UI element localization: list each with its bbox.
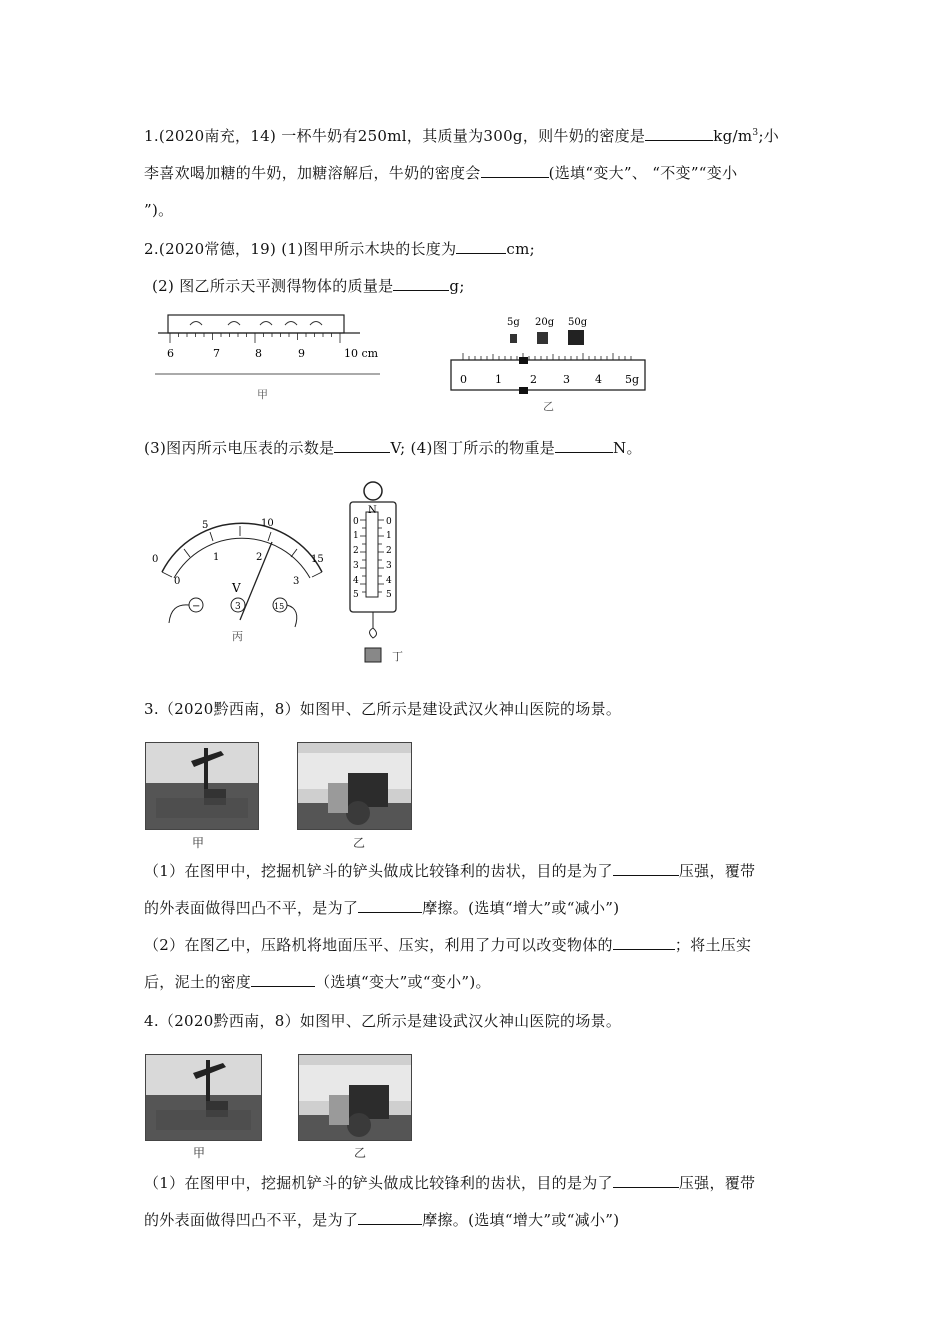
q3-p1-text: （1）在图甲中，挖掘机铲斗的铲头做成比较锋利的齿状，目的是为了: [144, 862, 613, 880]
q3-p1-line2: [144, 897, 619, 918]
scale-5g: 5g: [625, 373, 640, 386]
rider-top: [519, 357, 528, 364]
inner-3: 3: [293, 576, 300, 587]
weight-50g-label: 50g: [568, 317, 588, 328]
ss-right-0: 0: [386, 517, 392, 527]
balance-caption: 乙: [543, 400, 554, 412]
q4-excavator-photo: [145, 1054, 262, 1141]
balance-beam: [451, 360, 645, 390]
outer-10: 10: [261, 518, 274, 529]
ruler-figure: [150, 312, 395, 402]
q2-line3: [144, 437, 642, 458]
q4-title-text: 4.（2020黔西南，8）如图甲、乙所示是建设武汉火神山医院的场景。: [144, 1012, 622, 1030]
q3-p1d-text: 摩擦。(选填“增大”或“减小”): [422, 899, 620, 917]
wood-block: [168, 315, 344, 333]
weight-20g-label: 20g: [535, 317, 555, 328]
q3-blank-friction[interactable]: [358, 898, 422, 913]
q1-text2: 李喜欢喝加糖的牛奶，加糖溶解后，牛奶的密度会: [144, 164, 481, 182]
q4-roller-photo: [298, 1054, 412, 1141]
q4-caption-a: 甲: [193, 1146, 206, 1160]
q3-p2-text: （2）在图乙中，压路机将地面压平、压实，利用了力可以改变物体的: [144, 936, 613, 954]
ruler-tick-6: 6: [167, 347, 174, 360]
q3-p2-line1: [144, 934, 751, 955]
scale-3: 3: [563, 373, 570, 386]
ruler-ticks: [170, 333, 340, 343]
q3-caption-a: 甲: [192, 836, 205, 850]
ss-right-5: 5: [386, 590, 392, 600]
q2-unit4: N。: [613, 439, 642, 457]
q2-line2: [152, 275, 465, 296]
q4-p1-text: （1）在图甲中，挖掘机铲斗的铲头做成比较锋利的齿状，目的是为了: [144, 1174, 613, 1192]
spring-caption: 丁: [392, 650, 403, 663]
q3-title-text: 3.（2020黔西南，8）如图甲、乙所示是建设武汉火神山医院的场景。: [144, 700, 622, 718]
spring-scale-figure: [340, 480, 430, 670]
voltmeter-figure: [140, 510, 340, 650]
q2-text4: V; (4)图丁所示的物重是: [390, 439, 556, 457]
ss-left-0: 0: [353, 517, 359, 527]
ss-left-1: 1: [353, 531, 359, 541]
q2-unit2: g;: [449, 277, 465, 295]
q1-unit: kg/m: [713, 127, 753, 145]
q1-options: (选填“变大”、 “不变”“变小: [548, 164, 738, 182]
q3-caption-b: 乙: [353, 836, 366, 850]
q4-p1d-text: 摩擦。(选填“增大”或“减小”): [422, 1211, 620, 1229]
ruler-caption: 甲: [257, 388, 268, 401]
q4-p1-line2: [144, 1209, 619, 1230]
q4-caption-b: 乙: [354, 1146, 367, 1160]
voltmeter-caption: 丙: [232, 630, 243, 643]
q3-p2-tail: ；将土压实: [674, 936, 752, 954]
rider-bottom: [519, 387, 528, 394]
q1-unit-sup: 3: [752, 128, 759, 138]
q2-text2: (2) 图乙所示天平测得物体的质量是: [152, 277, 394, 295]
weight-5g-label: 5g: [507, 317, 520, 328]
outer-5: 5: [202, 520, 209, 531]
scale-0: 0: [460, 373, 467, 386]
weight-20g-icon: [537, 332, 548, 344]
q3-blank-pressure[interactable]: [613, 861, 679, 876]
scale-4: 4: [595, 373, 602, 386]
outer-15: 15: [311, 554, 324, 565]
q1-line1: [144, 125, 779, 146]
q2-unit1: cm;: [506, 240, 535, 258]
terminal-3: 3: [235, 602, 241, 612]
ss-right-2: 2: [386, 546, 392, 556]
scale-unit-n: N: [368, 505, 377, 516]
q3-blank-density[interactable]: [251, 972, 315, 987]
ruler-tick-7: 7: [213, 347, 220, 360]
ss-right-4: 4: [386, 576, 392, 586]
q1-blank-density[interactable]: [645, 126, 707, 141]
q4-p1-line1: [144, 1172, 755, 1193]
q3-title: [144, 698, 621, 719]
q4-blank-friction[interactable]: [358, 1210, 422, 1225]
ss-left-4: 4: [353, 576, 359, 586]
terminal-15: 15: [274, 602, 285, 611]
ss-left-5: 5: [353, 590, 359, 600]
q3-p2c-text: 后，泥土的密度: [144, 973, 252, 991]
q1-line3: [144, 199, 173, 220]
ss-left-3: 3: [353, 561, 359, 571]
q2-blank-length[interactable]: [456, 239, 506, 254]
hanging-weight: [365, 648, 381, 662]
q2-blank-weight[interactable]: [555, 438, 613, 453]
q3-p1-line1: [144, 860, 755, 881]
ruler-tick-9: 9: [298, 347, 305, 360]
q1-tail: ;小: [758, 127, 780, 145]
inner-0: 0: [174, 576, 181, 587]
q3-p2-line2: [144, 971, 491, 992]
scale-2: 2: [530, 373, 537, 386]
ruler-tick-8: 8: [255, 347, 262, 360]
outer-0: 0: [152, 554, 159, 565]
ss-right-3: 3: [386, 561, 392, 571]
q3-excavator-photo: [145, 742, 259, 830]
q2-line1: [144, 238, 535, 259]
weight-5g-icon: [510, 334, 517, 343]
q3-p1c-text: 的外表面做得凹凸不平，是为了: [144, 899, 359, 917]
q3-blank-shape[interactable]: [613, 935, 675, 950]
terminal-neg: −: [192, 601, 201, 612]
ruler-tick-10: 10 cm: [344, 347, 379, 360]
q4-title: [144, 1010, 621, 1031]
q3-p2d-text: （选填“变大”或“变小”)。: [315, 973, 491, 991]
q1-text: 1.(2020南充，14) 一杯牛奶有250ml，其质量为300g，则牛奶的密度是: [144, 127, 646, 145]
q1-blank-change[interactable]: [481, 163, 549, 178]
ss-left-2: 2: [353, 546, 359, 556]
q2-blank-voltage[interactable]: [334, 438, 390, 453]
ss-right-1: 1: [386, 531, 392, 541]
q2-blank-mass[interactable]: [393, 276, 449, 291]
q4-p1-tail: 压强，覆带: [678, 1174, 756, 1192]
q2-text1: 2.(2020常德，19) (1)图甲所示木块的长度为: [144, 240, 457, 258]
inner-2: 2: [256, 552, 263, 563]
q4-blank-pressure[interactable]: [613, 1173, 679, 1188]
balance-figure: [445, 312, 655, 412]
q4-p1c-text: 的外表面做得凹凸不平，是为了: [144, 1211, 359, 1229]
q1-line2: [144, 162, 737, 183]
inner-1: 1: [213, 552, 220, 563]
q3-roller-photo: [297, 742, 412, 830]
voltmeter-label: V: [232, 581, 241, 595]
q2-text3: (3)图丙所示电压表的示数是: [144, 439, 335, 457]
q3-p1-tail: 压强，覆带: [678, 862, 756, 880]
q1-close: ”)。: [144, 201, 174, 219]
weight-50g-icon: [568, 330, 584, 345]
scale-1: 1: [495, 373, 502, 386]
